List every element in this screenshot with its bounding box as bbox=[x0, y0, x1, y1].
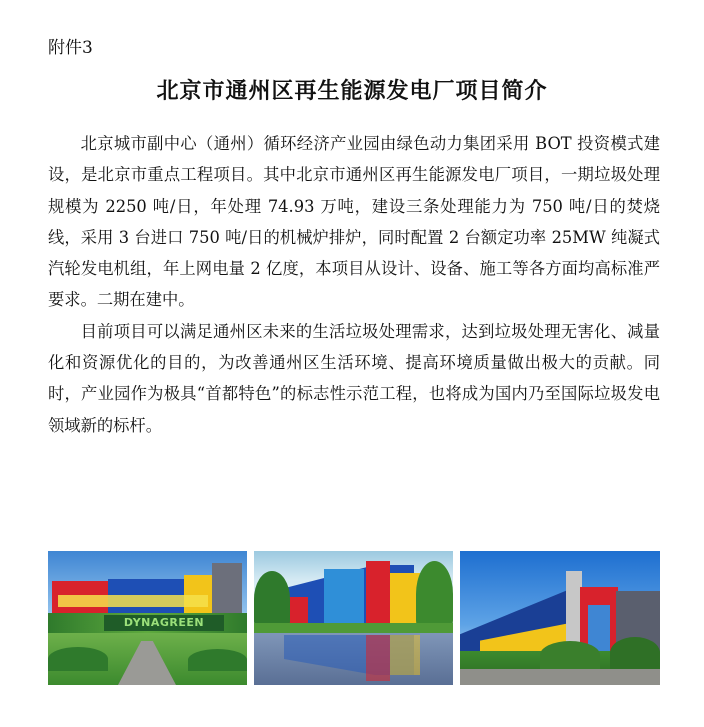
photo-plant-entrance bbox=[48, 551, 247, 685]
photo-plant-reflection bbox=[254, 551, 453, 685]
document-body bbox=[48, 128, 660, 441]
attachment-label: 附件3 bbox=[48, 38, 93, 58]
paragraph-2: 目前项目可以满足通州区未来的生活垃圾处理需求，达到垃圾处理无害化、减量化和资源优化的目的，为改善通州区生活环境、提高环境质量做出极大的贡献。同时，产业园作为极具“首都特色”的标志性示范工程，也将成为国内乃至国际垃圾发电领域新的标杆。 bbox=[48, 321, 660, 435]
photo-strip bbox=[48, 551, 660, 685]
photo-plant-gate bbox=[460, 551, 660, 685]
page-title: 北京市通州区再生能源发电厂项目简介 bbox=[156, 79, 548, 104]
paragraph-1: 北京城市副中心（通州）循环经济产业园由绿色动力集团采用 BOT 投资模式建设，是北京市重点工程项目。其中北京市通州区再生能源发电厂项目，一期垃圾处理规模为 2250 吨/日，年处理 74.93 万吨，建设三条处理能力为 750 吨/日的焚烧线，采用 3 台进口 750 吨/日的机械炉排炉，同时配置 2 台额定功率 25MW 纯凝式汽轮发电机组，年上网电量 2 亿度，本项目从设计、设备、施工等各方面均高标准严要求。二期在建中。 bbox=[48, 134, 660, 310]
entrance-sign: DYNAGREEN bbox=[104, 615, 224, 631]
